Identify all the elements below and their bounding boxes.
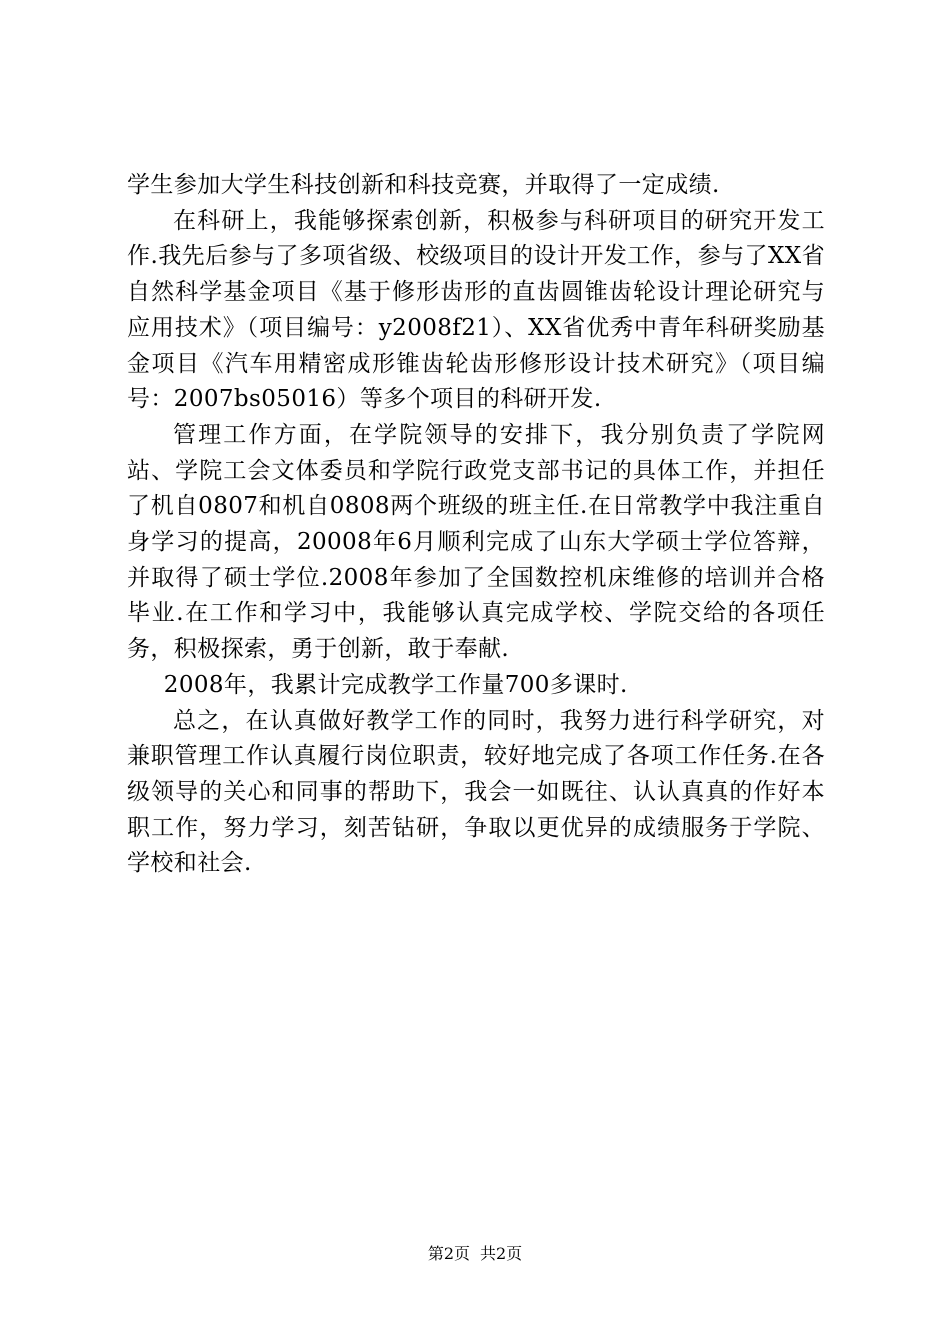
paragraph-summary: 总之，在认真做好教学工作的同时，我努力进行科学研究，对兼职管理工作认真履行岗位职责，较好地完成了各项工作任务.在各级领导的关心和同事的帮助下，我会一如既往、认认真真的作好本职工作，努力学习，刻苦钻研，争取以更优异的成绩服务于学院、学校和社会.	[127, 707, 825, 877]
paragraph-management: 管理工作方面，在学院领导的安排下，我分别负责了学院网站、学院工会文体委员和学院行政党支部书记的具体工作，并担任了机自0807和机自0808两个班级的班主任.在日常教学中我注重自身学习的提高，20008年6月顺利完成了山东大学硕士学位答辩，并取得了硕士学位.2008年参加了全国数控机床维修的培训并合格毕业.在工作和学习中，我能够认真完成学校、学院交给的各项任务，积极探索，勇于创新，敢于奉献.	[127, 421, 825, 663]
page-number: 第2页	[427, 1244, 470, 1263]
document-body	[127, 168, 825, 882]
paragraph-continuation: 学生参加大学生科技创新和科技竞赛，并取得了一定成绩.	[127, 172, 720, 198]
page-footer	[0, 1244, 950, 1264]
paragraph-research: 在科研上，我能够探索创新，积极参与科研项目的研究开发工作.我先后参与了多项省级、校级项目的设计开发工作，参与了XX省自然科学基金项目《基于修形齿形的直齿圆锥齿轮设计理论研究与应用技术》（项目编号：y2008f21）、XX省优秀中青年科研奖励基金项目《汽车用精密成形锥齿轮齿形修形设计技术研究》（项目编号：2007bs05016）等多个项目的科研开发.	[127, 207, 825, 413]
paragraph-workload: 2008年，我累计完成教学工作量700多课时.	[163, 671, 628, 698]
page-total: 共2页	[480, 1244, 523, 1263]
